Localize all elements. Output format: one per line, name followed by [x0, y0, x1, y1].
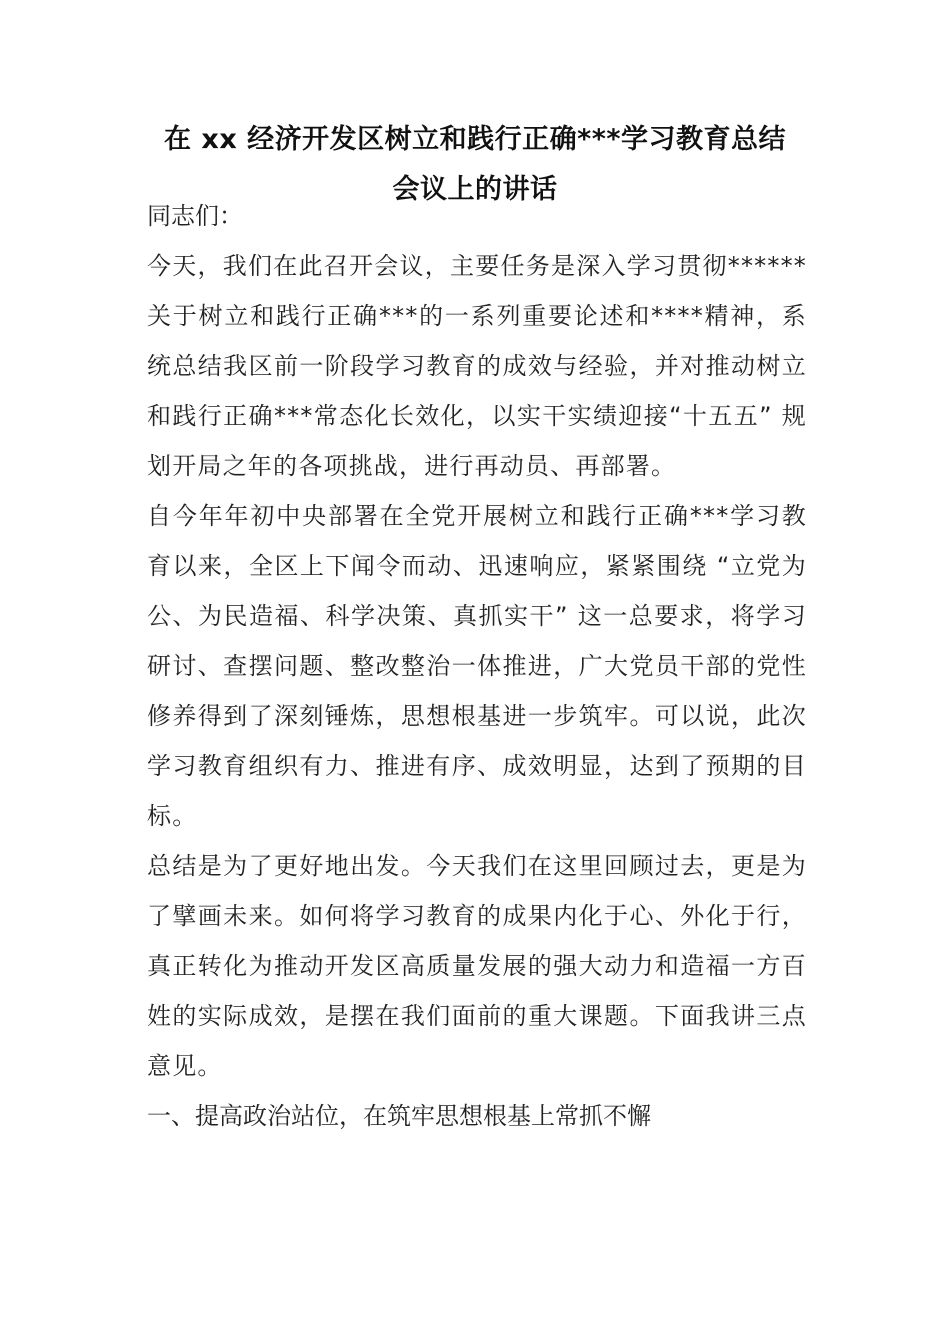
section-heading: 一、提高政治站位，在筑牢思想根基上常抓不懈	[147, 1102, 651, 1130]
paragraph-transition: 总结是为了更好地出发。今天我们在这里回顾过去，更是为了擘画未来。如何将学习教育的成果内化于心、外化于行，真正转化为推动开发区高质量发展的强大动力和造福一方百姓的实际成效，是摆在我们面前的重大课题。下面我讲三点意见。	[147, 852, 807, 1080]
document-body	[147, 191, 807, 1141]
document-title-line-1: 在 xx 经济开发区树立和践行正确***学习教育总结	[164, 124, 786, 155]
paragraph-review: 自今年年初中央部署在全党开展树立和践行正确***学习教育以来，全区上下闻令而动、迅速响应，紧紧围绕 “立党为公、为民造福、科学决策、真抓实干” 这一总要求，将学习研讨、查摆问题、整改整治一体推进，广大党员干部的党性修养得到了深刻锤炼，思想根基进一步筑牢。可以说，此次学习教育组织有力、推进有序、成效明显，达到了预期的目标。	[147, 502, 807, 830]
salutation: 同志们：	[147, 202, 243, 230]
paragraph-intro: 今天，我们在此召开会议，主要任务是深入学习贯彻******关于树立和践行正确***的一系列重要论述和****精神，系统总结我区前一阶段学习教育的成效与经验，并对推动树立和践行正确***常态化长效化，以实干实绩迎接“十五五” 规划开局之年的各项挑战，进行再动员、再部署。	[147, 252, 807, 480]
document-title-line-2: 会议上的讲话	[392, 174, 558, 205]
